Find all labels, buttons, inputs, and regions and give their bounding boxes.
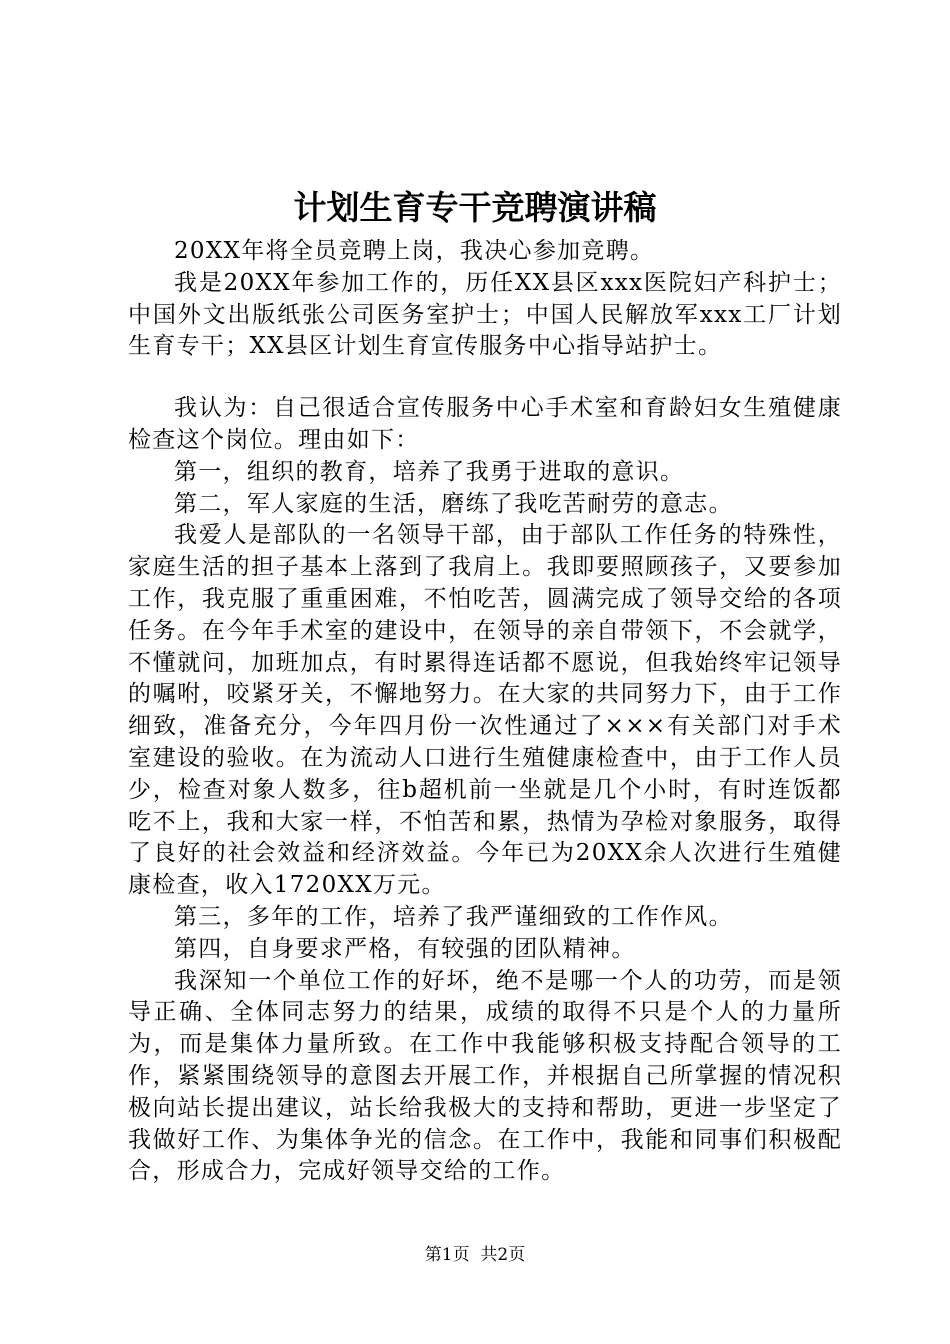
paragraph: 第三，多年的工作，培养了我严谨细致的工作作风。 [174, 903, 733, 930]
paragraph: 我爱人是部队的一名领导干部，由于部队工作任务的特殊性，家庭生活的担子基本上落到了我肩上。我即要照顾孩子，又要参加工作，我克服了重重困难，不怕吃苦，圆满完成了领导交给的各项任务。在今年手术室的建设中，在领导的亲自带领下，不会就学，不懂就问，加班加点，有时累得连话都不愿说，但我始终牢记领导的嘱咐，咬紧牙关，不懈地努力。在大家的共同努力下，由于工作细致，准备充分，今年四月份一次性通过了×××有关部门对手术室建设的验收。在为流动人口进行生殖健康检查中，由于工作人员少，检查对象人数多，往b超机前一坐就是几个小时，有时连饭都吃不上，我和大家一样，不怕苦和累，热情为孕检对象服务，取得了良好的社会效益和经济效益。今年已为20XX余人次进行生殖健康检查，收入1720XX万元。 [128, 522, 842, 899]
paragraph: 我认为：自己很适合宣传服务中心手术室和育龄妇女生殖健康检查这个岗位。理由如下： [128, 395, 842, 453]
footer-separator [470, 1245, 481, 1265]
paragraph: 第二，军人家庭的生活，磨练了我吃苦耐劳的意志。 [174, 490, 733, 517]
page-footer [0, 1243, 950, 1267]
paragraph: 20XX年将全员竞聘上岗，我决心参加竞聘。 [174, 238, 655, 264]
document-body [128, 236, 842, 1188]
paragraph: 第四，自身要求严格，有较强的团队精神。 [174, 935, 636, 962]
page-number-total: 共2页 [480, 1245, 526, 1265]
paragraph: 第一，组织的教育，培养了我勇于进取的意识。 [174, 458, 685, 485]
paragraph: 我深知一个单位工作的好坏，绝不是哪一个人的功劳，而是领导正确、全体同志努力的结果，成绩的取得不只是个人的力量所为，而是集体力量所致。在工作中我能够积极支持配合领导的工作，紧紧围绕领导的意图去开展工作，并根据自己所掌握的情况积极向站长提出建议，站长给我极大的支持和帮助，更进一步坚定了我做好工作、为集体争光的信念。在工作中，我能和同事们积极配合，形成合力，完成好领导交给的工作。 [128, 967, 842, 1185]
paragraph: 我是20XX年参加工作的，历任XX县区xxx医院妇产科护士；中国外文出版纸张公司医务室护士；中国人民解放军xxx工厂计划生育专干；XX县区计划生育宣传服务中心指导站护士。 [128, 269, 842, 360]
page-number-current: 第1页 [424, 1245, 470, 1265]
document-title: 计划生育专干竞聘演讲稿 [293, 188, 657, 227]
